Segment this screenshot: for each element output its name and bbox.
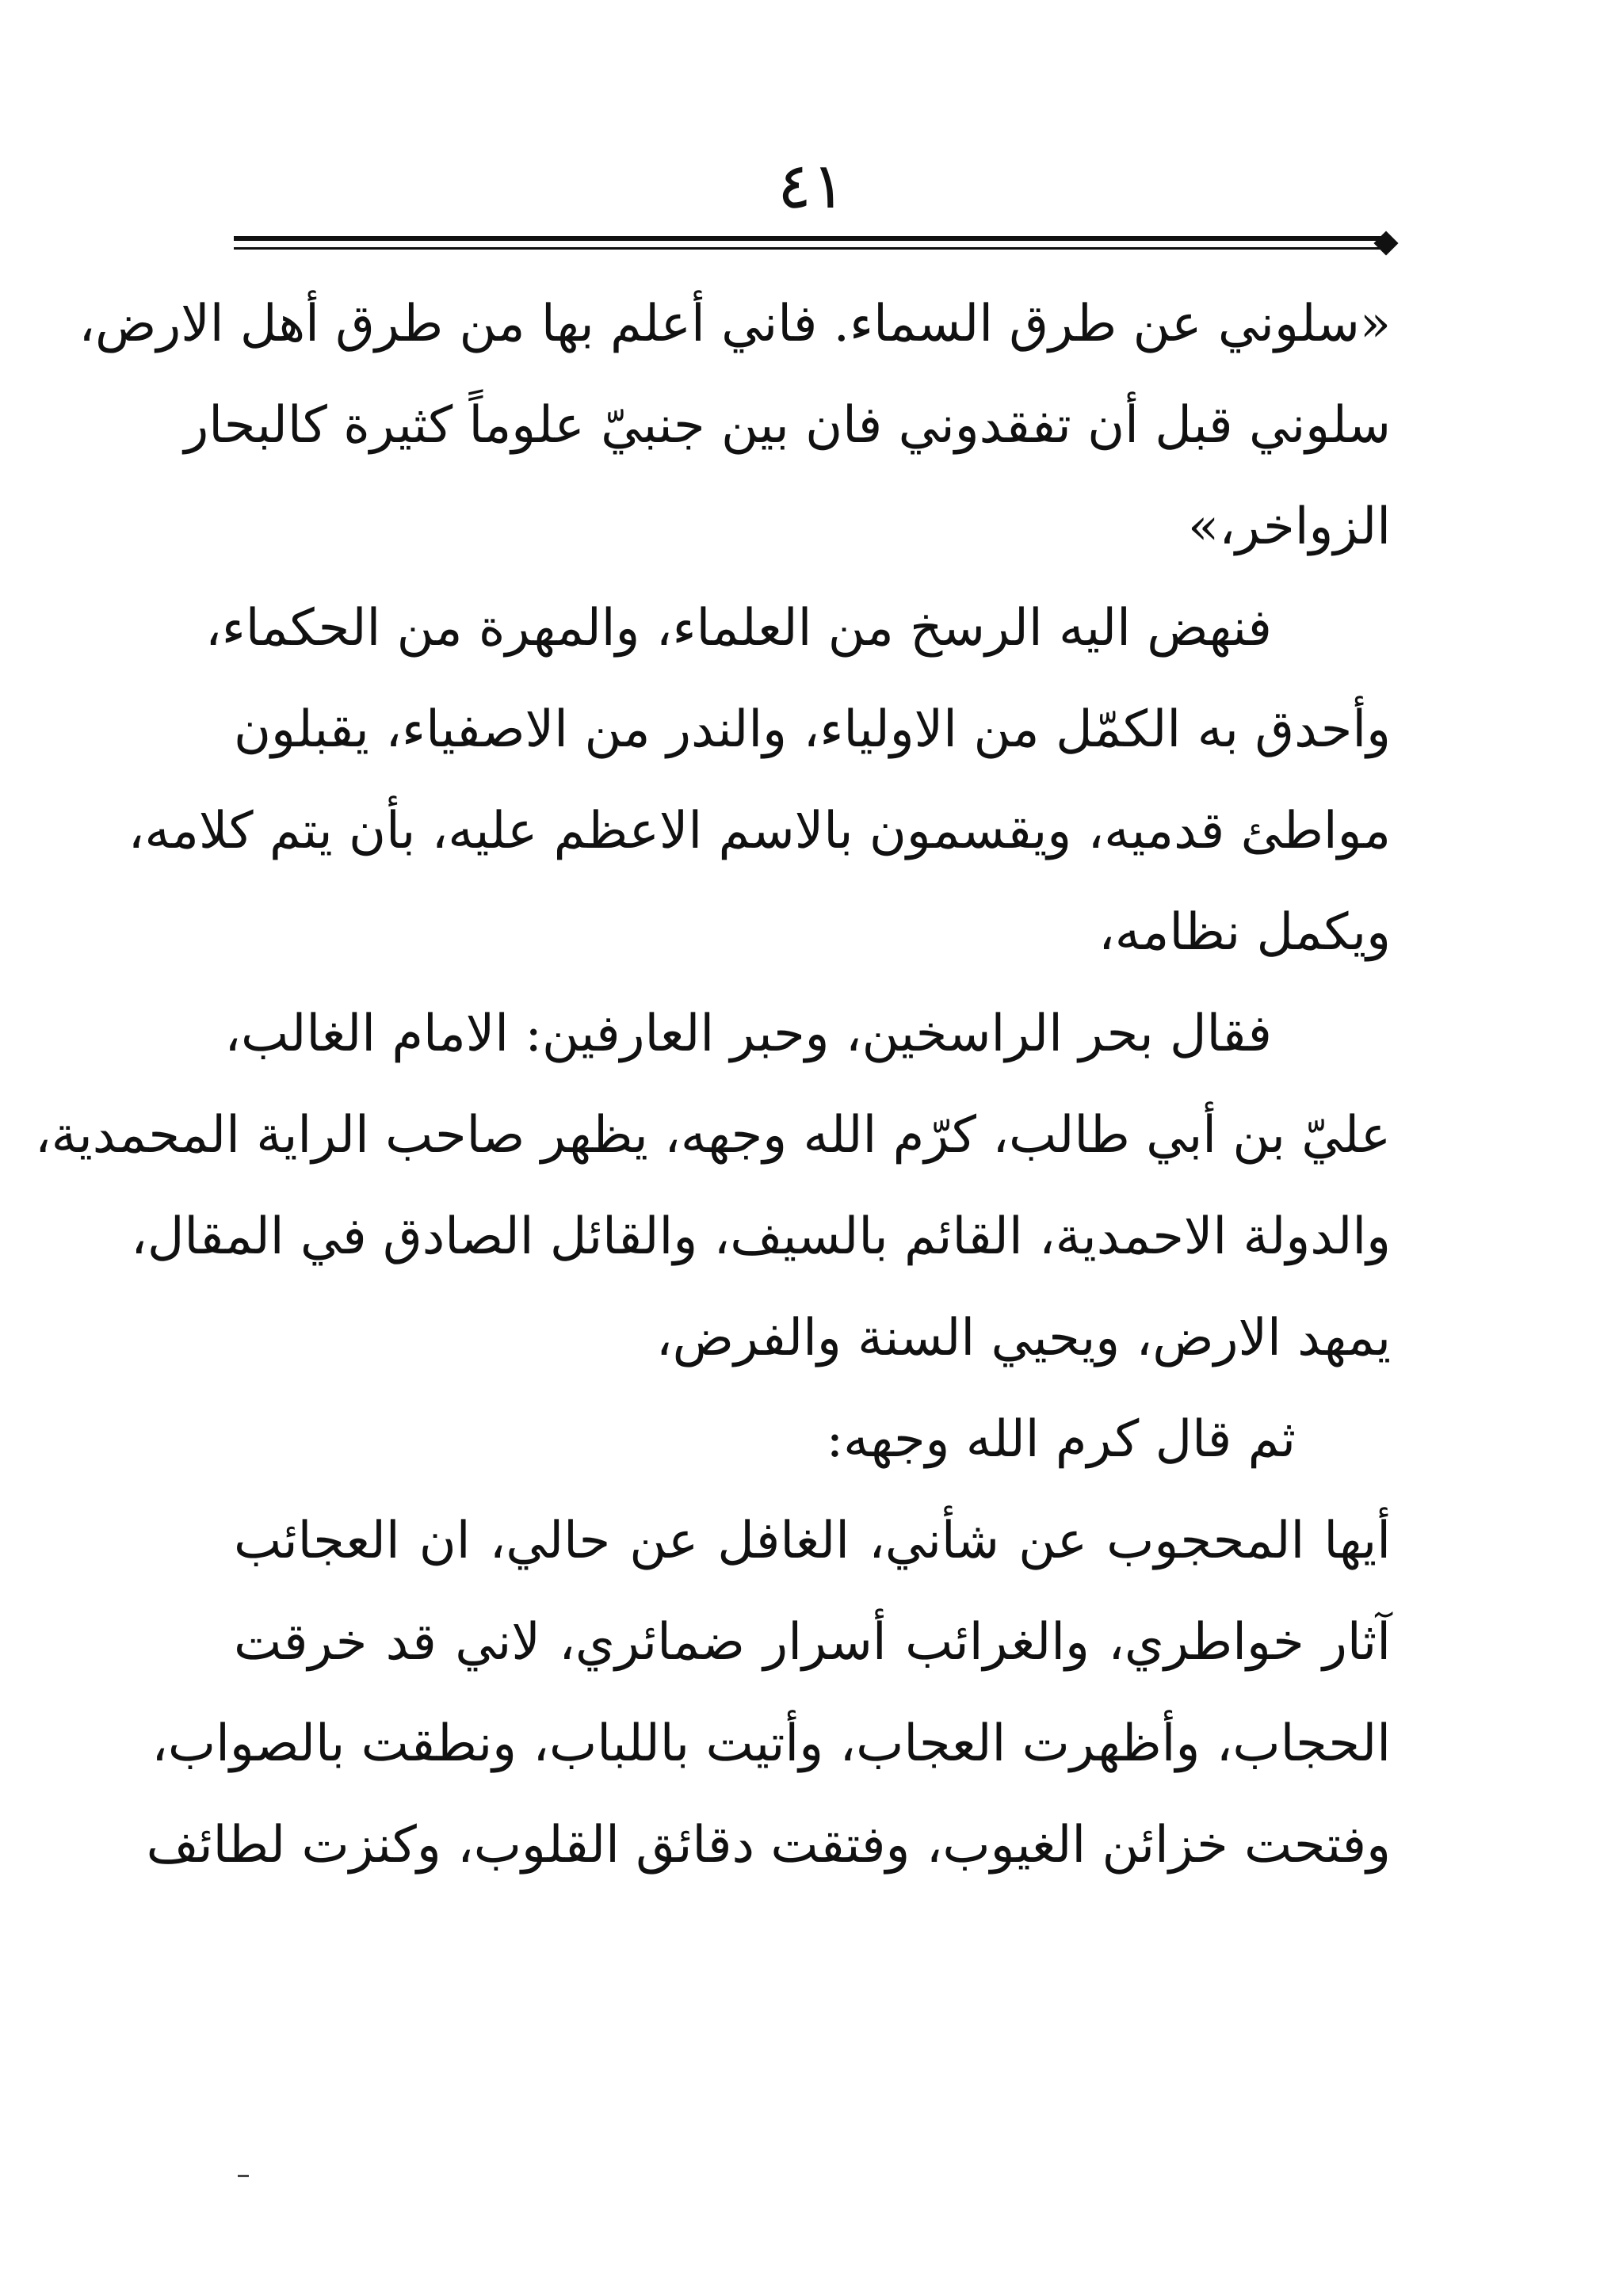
- text-line: مواطئ قدميه، ويقسمون بالاسم الاعظم عليه، بأن يتم كلامه،: [128, 802, 1391, 860]
- footer-mark: [238, 2175, 249, 2177]
- text-line: «سلوني عن طرق السماء. فاني أعلم بها من طرق أهل الارض،: [78, 295, 1391, 353]
- text-line: ثم قال كرم الله وجهه:: [826, 1410, 1296, 1469]
- text-line: فنهض اليه الرسخ من العلماء، والمهرة من الحكماء،: [205, 599, 1272, 658]
- rule-ornament-icon: [1373, 231, 1398, 255]
- text-line: الحجاب، وأظهرت العجاب، وأتيت باللباب، ونطقت بالصواب،: [151, 1714, 1391, 1773]
- text-line: وأحدق به الكمّل من الاولياء، والندر من الاصفياء، يقبلون: [234, 700, 1391, 759]
- text-line: ويكمل نظامه،: [1098, 903, 1391, 962]
- text-line: فقال بحر الراسخين، وحبر العارفين: الامام الغالب،: [224, 1005, 1272, 1063]
- header-rule-thick: [234, 236, 1391, 241]
- page-number: ٤١: [777, 149, 846, 223]
- text-line: الزواخر،»: [1188, 498, 1391, 556]
- text-line: وفتحت خزائن الغيوب، وفتقت دقائق القلوب، وكنزت لطائف: [146, 1816, 1391, 1875]
- text-line: يمهد الارض، ويحيي السنة والفرض،: [655, 1309, 1391, 1367]
- text-line: أيها المحجوب عن شأني، الغافل عن حالي، ان العجائب: [234, 1512, 1391, 1570]
- text-line: آثار خواطري، والغرائب أسرار ضمائري، لاني قد خرقت: [234, 1613, 1391, 1672]
- body-text: [34, 273, 1391, 1896]
- header-rule-thin: [234, 247, 1391, 250]
- text-line: عليّ بن أبي طالب، كرّم الله وجهه، يظهر صاحب الراية المحمدية،: [34, 1106, 1391, 1165]
- text-line: سلوني قبل أن تفقدوني فان بين جنبيّ علوماً كثيرة كالبحار: [184, 396, 1391, 455]
- text-line: والدولة الاحمدية، القائم بالسيف، والقائل الصادق في المقال،: [131, 1207, 1391, 1266]
